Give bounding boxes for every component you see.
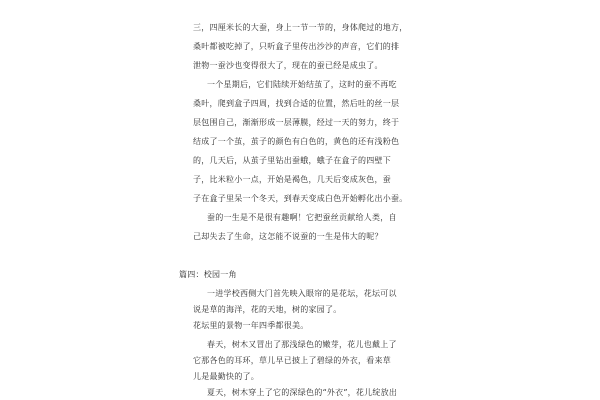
section-heading: 篇四：校园一角 — [179, 270, 237, 279]
paragraph-start-line: 一进学校西侧大门首先映入眼帘的是花坛，花坛可以 — [207, 289, 397, 298]
paragraph-start-line: 蚕的一生是不是很有趣啊！它把蚕丝贡献给人类，自 — [207, 213, 397, 222]
text-line: 子在盒子里呆一个冬天，到春天变成白色开始孵化出小蚕。 — [193, 194, 408, 203]
text-line: 己却失去了生命，这怎能不说蚕的一生是伟大的呢？ — [193, 232, 383, 241]
paragraph-start-line: 春天，树木又冒出了那浅绿色的嫩芽，花儿也戴上了 — [207, 340, 397, 349]
text-line: 桑叶，爬到盒子四周，找到合适的位置，然后吐的丝一层 — [193, 99, 400, 108]
text-line: 花坛里的景物一年四季都很美。 — [193, 321, 309, 330]
text-line: 结成了一个茧，茧子的颜色有白色的，黄色的还有浅粉色 — [193, 137, 400, 146]
text-line: 泄物一蚕沙也变得很大了，现在的蚕已经是成虫了。 — [193, 61, 383, 70]
text-line: 它那各色的耳环，草儿早已披上了碧绿的外衣，看来草 — [193, 356, 391, 365]
text-line: 三，四厘米长的大蚕，身上一节一节的，身体爬过的地方， — [193, 23, 408, 32]
text-line: 儿是最勤快的了。 — [193, 372, 259, 381]
paragraph-start-line: 夏天，树木穿上了它的深绿色的“外衣”，花儿绽放出 — [207, 388, 398, 397]
text-line: 桑叶都被吃掉了，只听盒子里传出沙沙的声音，它们的排 — [193, 42, 400, 51]
text-line: 子，比米粒小一点，开始是褐色，几天后变成灰色，蚕 — [193, 175, 391, 184]
text-line: 说是草的海洋，花的天地，树的家园了。 — [193, 305, 342, 314]
text-line: 层包围自己，渐渐形成一层薄膜，经过一天的努力，终于 — [193, 118, 400, 127]
text-line: 的，几天后，从茧子里钻出蚕蛾，蛾子在盒子的四壁下 — [193, 156, 391, 165]
paragraph-start-line: 一个星期后，它们陆续开始结茧了，这时的蚕不再吃 — [207, 80, 397, 89]
